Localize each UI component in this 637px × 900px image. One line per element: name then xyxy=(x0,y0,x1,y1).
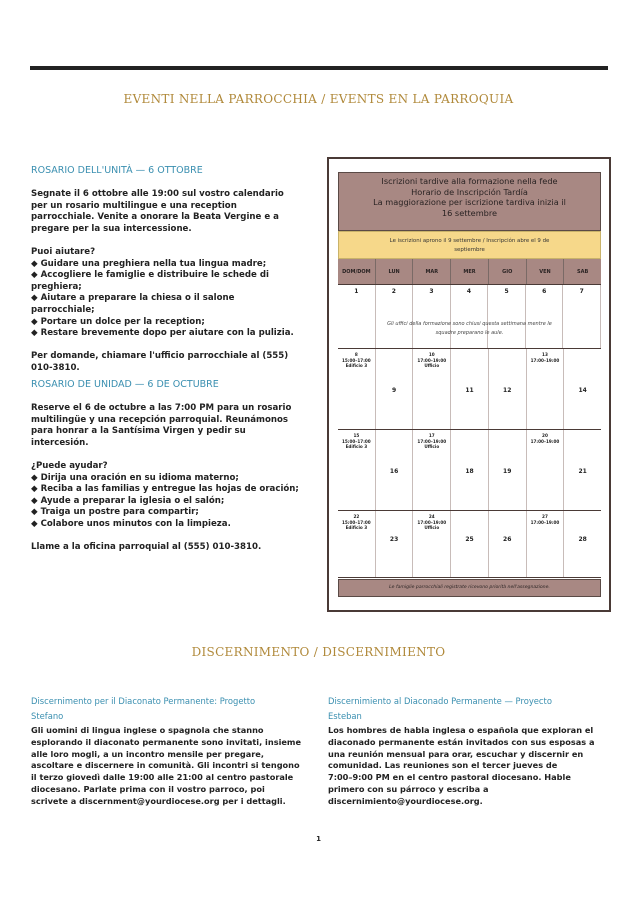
calendar-cell xyxy=(527,349,565,429)
page-number: 1 xyxy=(316,835,321,843)
events-section-title: EVENTI NELLA PARROCCHIA / EVENTS EN LA PARROQUIA xyxy=(123,92,514,106)
calendar-cell xyxy=(489,430,527,510)
es-discernment-subtitle-line: Esteban xyxy=(328,711,362,721)
session-time: 17:00–19:00 xyxy=(530,438,560,444)
calendar-cell xyxy=(564,349,601,429)
calendar-cell xyxy=(338,349,376,429)
session-time: 15:00–17:00 xyxy=(341,519,371,525)
es-help-item: ◆ Reciba a las familias y entregue las hojas de oración; xyxy=(31,484,299,495)
calendar-cell xyxy=(489,349,527,429)
date-number: 11 xyxy=(465,387,474,394)
es-discernment-line: primero con su párroco y escriba a xyxy=(328,783,489,794)
date-number: 14 xyxy=(578,387,587,394)
calendar-header xyxy=(338,172,601,231)
session-info xyxy=(338,433,375,450)
day-header-wed: MER xyxy=(451,259,489,284)
date-number: 6 xyxy=(542,288,547,295)
it-discernment-line: diocesano. Parlate prima con il vostro parroco, poi xyxy=(31,783,265,794)
calendar-header-line: La maggiorazione per iscrizione tardiva inizia il xyxy=(373,197,566,208)
session-info xyxy=(527,514,564,525)
it-discernment-subtitle-line: Stefano xyxy=(31,711,64,721)
it-discernment-subtitle xyxy=(31,694,316,721)
session-time: 17:00–19:00 xyxy=(530,357,560,363)
session-info xyxy=(413,514,450,531)
it-discernment-body xyxy=(31,725,321,808)
calendar-cell xyxy=(376,285,414,348)
it-intro-line: per un rosario multilingue e una reception xyxy=(31,200,237,211)
registration-calendar xyxy=(327,157,611,612)
es-intro-line: Reserve el 6 de octubre a las 7:00 PM para un rosario xyxy=(31,403,292,413)
day-header-tue: MAR xyxy=(413,259,451,284)
date-number: 23 xyxy=(389,536,399,543)
calendar-cell xyxy=(413,349,451,429)
calendar-cell xyxy=(451,349,489,429)
calendar-days-row xyxy=(338,259,601,285)
it-discernment-line: ascoltare e discernere in comunità. Gli incontri si tengono xyxy=(31,760,300,771)
date-number: 20 xyxy=(542,433,548,438)
calendar-cell xyxy=(526,285,564,348)
day-header-mon: LUN xyxy=(376,259,414,284)
calendar-cell xyxy=(376,430,414,510)
session-time: 17:00–19:00 xyxy=(530,519,560,525)
date-number: 8 xyxy=(354,352,358,357)
session-time: 15:00–17:00 xyxy=(341,357,371,363)
calendar-cell xyxy=(413,430,451,510)
session-place: Edificio 3 xyxy=(345,525,368,531)
calendar-cell xyxy=(564,430,601,510)
calendar-header-line: Horario de Inscripción Tardía xyxy=(411,186,528,197)
date-number: 27 xyxy=(542,514,548,519)
calendar-week-2 xyxy=(338,349,601,430)
calendar-cell xyxy=(488,285,526,348)
session-time: 17:00–19:00 xyxy=(417,438,447,444)
calendar-header-line: 16 settembre xyxy=(441,208,498,219)
it-help-item: ◆ Restare brevemente dopo per aiutare con la pulizia. xyxy=(31,328,294,339)
es-discernment-body xyxy=(328,725,613,808)
es-discernment-line: una reunión mensual para orar, escuchar y discernir en xyxy=(328,748,584,759)
es-help-item: ◆ Dirija una oración en su idioma materno; xyxy=(31,472,239,483)
it-intro-line: Segnate il 6 ottobre alle 19:00 sul vostro calendario xyxy=(31,189,284,199)
es-discernment-line: 7:00–9:00 PM en el centro pastoral diocesano. Hable xyxy=(328,772,571,783)
es-contact-line: Llame a la oficina parroquial al (555) 010-3810. xyxy=(31,542,262,553)
calendar-cell xyxy=(564,511,601,577)
discernment-section-title: DISCERNIMENTO / DISCERNIMIENTO xyxy=(191,645,446,659)
offices-closed-note xyxy=(368,320,571,338)
es-rosary-body xyxy=(31,403,321,554)
date-number: 28 xyxy=(578,536,587,543)
date-number: 10 xyxy=(428,352,435,357)
it-discernment-subtitle-line: Discernimento per il Diaconato Permanente: Progetto xyxy=(31,696,256,706)
es-intro-line: intercesión. xyxy=(31,437,89,448)
it-discernment-line: il terzo giovedì dalle 19:00 alle 21:00 al centro pastorale xyxy=(31,772,294,783)
closed-note-line: Gli uffici della formazione sono chiusi questa settimana mentre le xyxy=(387,321,552,327)
calendar-cell xyxy=(376,349,414,429)
calendar-notice xyxy=(338,231,601,259)
es-help-heading: ¿Puede ayudar? xyxy=(31,460,108,471)
it-discernment-line: Gli uomini di lingua inglese o spagnola che stanno xyxy=(31,725,264,735)
es-help-item: ◆ Traiga un postre para compartir; xyxy=(31,507,199,518)
session-time: 15:00–17:00 xyxy=(341,438,371,444)
calendar-header-line: Iscrizioni tardive alla formazione nella fede xyxy=(381,176,558,186)
it-help-item: ◆ Portare un dolce per la reception; xyxy=(31,316,205,327)
session-place: Ufficio xyxy=(424,525,440,531)
session-place: Ufficio xyxy=(424,363,440,369)
it-discernment-line: esplorando il diaconato permanente sono invitati, insieme xyxy=(31,736,302,747)
it-discernment-line: scrivete a discernment@yourdiocese.org per i dettagli. xyxy=(31,795,286,806)
calendar-cell xyxy=(413,285,451,348)
it-intro-line: parrocchiale. Venite a onorare la Beata Vergine e a xyxy=(31,212,279,223)
day-header-sun: DOM/DOM xyxy=(338,259,376,284)
calendar-week-3 xyxy=(338,430,601,511)
it-help-item: preghiera; xyxy=(31,281,82,292)
date-number: 4 xyxy=(466,288,472,295)
session-info xyxy=(413,352,450,369)
calendar-cell xyxy=(338,285,376,348)
day-header-thu: GIO xyxy=(489,259,527,284)
session-info xyxy=(338,514,375,531)
session-info xyxy=(413,433,450,450)
date-number: 25 xyxy=(465,536,474,543)
es-discernment-subtitle-line: Discernimiento al Diaconado Permanente — Proyecto xyxy=(328,696,552,706)
es-discernment-line: diaconado permanente están invitados con sus esposas a xyxy=(328,736,595,747)
calendar-footer: Le famiglie parrocchiali registrate ricevono priorità nell'assegnazione. xyxy=(338,579,601,597)
date-number: 1 xyxy=(354,288,359,295)
it-intro-line: pregare per la sua intercessione. xyxy=(31,223,192,234)
calendar-cell xyxy=(338,511,376,577)
date-number: 17 xyxy=(428,433,435,438)
calendar-cell xyxy=(413,511,451,577)
it-help-item: ◆ Guidare una preghiera nella tua lingua madre; xyxy=(31,258,267,269)
session-info xyxy=(527,433,564,444)
es-discernment-line: comunidad. Las reuniones son el tercer jueves de xyxy=(328,760,558,771)
date-number: 13 xyxy=(542,352,548,357)
it-help-item: ◆ Accogliere le famiglie e distribuire le schede di xyxy=(31,270,269,281)
it-contact-line: Per domande, chiamare l'ufficio parrocchiale al (555) xyxy=(31,351,289,362)
calendar-cell xyxy=(489,511,527,577)
session-time: 17:00–19:00 xyxy=(417,357,447,363)
date-number: 15 xyxy=(353,433,360,438)
calendar-week-1 xyxy=(338,285,601,349)
es-intro-line: multilingüe y una recepción parroquial. Reunámonos xyxy=(31,414,289,425)
date-number: 9 xyxy=(391,387,397,394)
es-discernment-line: discernimiento@yourdiocese.org. xyxy=(328,795,483,806)
session-place: Ufficio xyxy=(424,444,440,450)
it-help-heading: Puoi aiutare? xyxy=(31,246,96,257)
date-number: 3 xyxy=(429,288,434,295)
calendar-cell xyxy=(451,511,489,577)
calendar-grid xyxy=(338,259,601,578)
calendar-cell xyxy=(338,430,376,510)
date-number: 26 xyxy=(503,536,512,543)
calendar-cell xyxy=(563,285,601,348)
top-divider xyxy=(30,66,608,70)
date-number: 19 xyxy=(503,468,512,475)
calendar-cell xyxy=(451,430,489,510)
es-discernment-subtitle xyxy=(328,694,613,724)
it-help-item: parrocchiale; xyxy=(31,304,95,315)
session-info xyxy=(338,352,375,369)
es-help-item: ◆ Ayude a preparar la iglesia o el salón; xyxy=(31,495,225,506)
calendar-week-4 xyxy=(338,511,601,578)
es-rosary-subtitle: ROSARIO DE UNIDAD — 6 DE OCTUBRE xyxy=(31,379,219,390)
calendar-cell xyxy=(376,511,414,577)
calendar-notice-line: septiembre xyxy=(454,246,485,253)
es-discernment-line: Los hombres de habla inglesa o española que exploran el xyxy=(328,725,594,735)
date-number: 12 xyxy=(503,387,512,394)
it-help-item: ◆ Aiutare a preparare la chiesa o il salone xyxy=(31,293,235,304)
date-number: 24 xyxy=(428,514,435,519)
calendar-cell xyxy=(451,285,489,348)
it-contact-line: 010-3810. xyxy=(31,362,80,373)
calendar-cell xyxy=(527,430,565,510)
day-header-fri: VEN xyxy=(527,259,565,284)
session-info xyxy=(527,352,564,363)
date-number: 7 xyxy=(579,288,584,295)
it-discernment-line: alle loro mogli, a un incontro mensile per pregare, xyxy=(31,748,264,759)
date-number: 2 xyxy=(391,288,396,295)
date-number: 21 xyxy=(578,468,587,475)
session-place: Edificio 3 xyxy=(345,363,368,369)
calendar-cell xyxy=(527,511,565,577)
es-intro-line: para honrar a la Santísima Virgen y pedir su xyxy=(31,426,246,437)
date-number: 5 xyxy=(504,288,509,295)
closed-note-line: squadre preparano le aule. xyxy=(435,330,504,336)
date-number: 22 xyxy=(353,514,360,519)
date-number: 16 xyxy=(389,468,399,475)
session-time: 17:00–19:00 xyxy=(417,519,447,525)
date-number: 18 xyxy=(465,468,474,475)
it-rosary-body xyxy=(31,189,321,373)
day-header-sat: SAB xyxy=(577,269,589,275)
session-place: Edificio 3 xyxy=(345,444,368,450)
it-rosary-subtitle: ROSARIO DELL'UNITÀ — 6 OTTOBRE xyxy=(31,165,203,176)
calendar-notice-line: Le iscrizioni aprono il 9 settembre / Inscripción abre el 9 de xyxy=(389,238,550,244)
es-help-item: ◆ Colabore unos minutos con la limpieza. xyxy=(31,518,231,529)
